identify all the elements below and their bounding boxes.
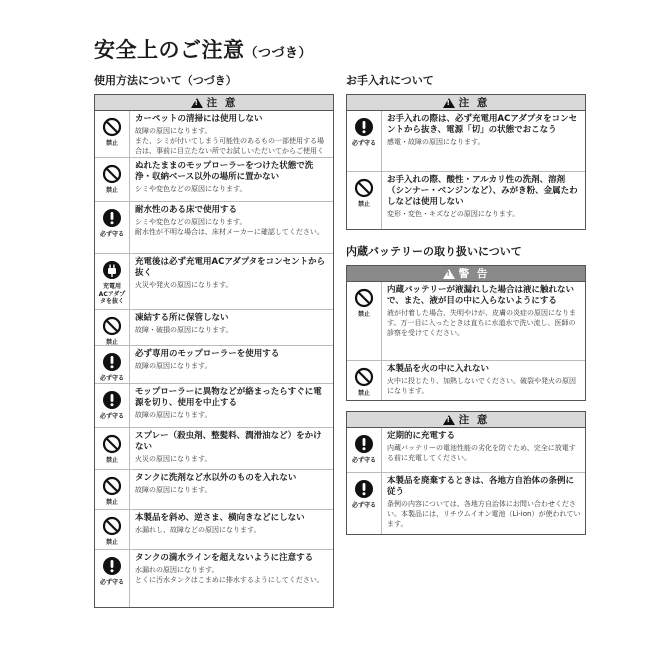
- notice-text-cell: [130, 470, 333, 509]
- notice-headline: お手入れの際は、必ず充電用ACアダプタをコンセントから抜き、電源「切」の状態でおこなう: [387, 114, 578, 135]
- notice-icon-label: 禁止: [105, 539, 118, 546]
- caution-rows: [95, 111, 333, 607]
- notice-row: [95, 549, 333, 607]
- prohibited-icon: [354, 178, 374, 198]
- prohibited-icon: [102, 164, 122, 184]
- notice-icon-label: 禁止: [357, 390, 370, 397]
- notice-headline: 凍結する所に保管しない: [135, 313, 229, 323]
- notice-body: 感電・故障の原因になります。: [387, 138, 485, 146]
- notice-icon-cell: [347, 282, 382, 360]
- notice-text-cell: [130, 550, 333, 607]
- notice-icon-cell: [95, 470, 130, 509]
- notice-text-cell: [130, 310, 333, 345]
- notice-icon-label: 禁止: [105, 140, 118, 147]
- notice-row: [347, 360, 585, 400]
- notice-icon-cell: [95, 346, 130, 383]
- warning-triangle-icon: [191, 98, 203, 108]
- notice-row: [347, 171, 585, 229]
- caution-box-battery: [346, 411, 586, 535]
- notice-text-cell: [382, 428, 585, 472]
- notice-text-cell: [130, 346, 333, 383]
- notice-headline: 耐水性のある床で使用する: [135, 205, 238, 215]
- left-column: [94, 74, 334, 608]
- notice-headline: 必ず専用のモップローラーを使用する: [135, 349, 280, 359]
- notice-row: [95, 427, 333, 469]
- notice-icon-label: 禁止: [105, 339, 118, 345]
- notice-body: 火災や発火の原因になります。: [135, 281, 233, 289]
- unplug-icon: [102, 260, 122, 280]
- notice-body: 内蔵バッテリーの電池性能の劣化を防ぐため、完全に放電する前に充電してください。: [387, 444, 576, 462]
- notice-body: 条例の内容については、各地方自治体にお問い合わせください。本製品には、リチウムイオン電池（Li-ion）が使われています。: [387, 500, 581, 528]
- section-title-usage: 使用方法について（つづき）: [94, 74, 237, 87]
- notice-row: [95, 509, 333, 549]
- notice-row: [347, 111, 585, 171]
- notice-headline: モップローラーに異物などが絡まったらすぐに電源を切り、使用を中止する: [135, 387, 322, 408]
- notice-row: [95, 253, 333, 309]
- notice-icon-cell: [347, 172, 382, 229]
- notice-text-cell: [130, 510, 333, 549]
- notice-text-cell: [382, 111, 585, 171]
- notice-icon-cell: [347, 428, 382, 472]
- warning-triangle-icon: [443, 98, 455, 108]
- prohibited-icon: [102, 476, 122, 496]
- notice-icon-cell: [95, 202, 130, 253]
- mandatory-icon: [102, 556, 122, 576]
- notice-row: [95, 469, 333, 509]
- notice-icon-label: 禁止: [357, 201, 370, 208]
- notice-row: [347, 472, 585, 534]
- notice-icon-label: 必ず守る: [351, 457, 376, 464]
- notice-text-cell: [382, 172, 585, 229]
- notice-row: [347, 428, 585, 472]
- prohibited-icon: [102, 117, 122, 137]
- notice-headline: お手入れの際、酸性・アルカリ性の洗剤、溶剤（シンナー・ベンジンなど）、みがき粉、金属たわしなどは使用しない: [387, 175, 578, 207]
- section-title-care: お手入れについて: [346, 74, 434, 87]
- mandatory-icon: [102, 208, 122, 228]
- notice-body: 故障の原因になります。: [135, 486, 212, 494]
- notice-headline: スプレー（殺虫剤、整髪料、潤滑油など）をかけない: [135, 431, 322, 452]
- prohibited-icon: [102, 434, 122, 454]
- warning-box-battery: [346, 265, 586, 401]
- notice-body: 液が付着した場合、失明やけが、皮膚の炎症の原因になります。万一目に入ったときは直ちに水道水で洗い流し、医師の診察を受けてください。: [387, 309, 576, 337]
- notice-icon-label: 必ず守る: [351, 502, 376, 509]
- notice-row: [95, 201, 333, 253]
- notice-icon-cell: [347, 361, 382, 400]
- notice-icon-label: 必ず守る: [99, 231, 124, 238]
- warning-header: [347, 266, 585, 282]
- notice-body: 変形・変色・キズなどの原因になります。: [387, 210, 520, 218]
- notice-headline: 本製品を廃棄するときは、各地方自治体の条例に従う: [387, 476, 575, 497]
- notice-body: 故障の原因になります。 また、シミが付いてしまう可能性のあるもの一部使用する場合は、事前に目立たない所でお試しいただいてからご使用く: [135, 127, 324, 155]
- notice-row: [95, 345, 333, 383]
- notice-icon-cell: [95, 111, 130, 157]
- notice-icon-label: 必ず守る: [351, 140, 376, 147]
- notice-icon-label: 禁止: [105, 499, 118, 506]
- notice-body: 故障の原因になります。: [135, 362, 212, 370]
- caution-header-label: 注 意: [458, 414, 490, 426]
- notice-text-cell: [382, 282, 585, 360]
- caution-header-label: 注 意: [206, 97, 238, 109]
- notice-text-cell: [130, 202, 333, 253]
- warning-triangle-icon: [443, 269, 455, 279]
- notice-text-cell: [130, 384, 333, 427]
- page-title: [94, 34, 312, 64]
- caution-header: [347, 412, 585, 428]
- notice-icon-label: 充電用 ACアダプ タを抜く: [98, 283, 126, 305]
- notice-headline: 定期的に充電する: [387, 431, 456, 441]
- notice-row: [95, 157, 333, 201]
- notice-icon-cell: [347, 473, 382, 534]
- notice-body: 故障の原因になります。: [135, 411, 212, 419]
- notice-icon-cell: [95, 158, 130, 201]
- notice-headline: 充電後は必ず充電用ACアダプタをコンセントから抜く: [135, 257, 326, 278]
- notice-text-cell: [130, 111, 333, 157]
- notice-icon-cell: [95, 510, 130, 549]
- notice-icon-label: 禁止: [105, 457, 118, 464]
- notice-icon-label: 必ず守る: [99, 579, 124, 586]
- caution-rows: [347, 111, 585, 229]
- notice-body: 火災の原因になります。: [135, 455, 212, 463]
- mandatory-icon: [102, 352, 122, 372]
- caution-header: [95, 95, 333, 111]
- notice-body: 故障・破損の原因になります。: [135, 326, 233, 334]
- notice-headline: 本製品を斜め、逆さま、横向きなどにしない: [135, 513, 305, 523]
- warning-rows: [347, 282, 585, 400]
- page-title-main: 安全上のご注意: [94, 38, 245, 62]
- notice-text-cell: [130, 428, 333, 469]
- notice-icon-label: 禁止: [105, 187, 118, 194]
- caution-header: [347, 95, 585, 111]
- notice-body: 水漏れし、故障などの原因になります。: [135, 526, 261, 534]
- notice-icon-label: 必ず守る: [99, 375, 124, 382]
- warning-header-label: 警 告: [458, 268, 490, 280]
- notice-icon-cell: [95, 254, 130, 309]
- caution-header-label: 注 意: [458, 97, 490, 109]
- notice-icon-label: 禁止: [357, 311, 370, 318]
- caution-box-care: [346, 94, 586, 230]
- notice-headline: 本製品を火の中に入れない: [387, 364, 490, 374]
- caution-rows: [347, 428, 585, 534]
- notice-icon-label: 必ず守る: [99, 413, 124, 420]
- notice-text-cell: [382, 473, 585, 534]
- notice-body: シミや変色などの原因になります。 耐水性が不明な場合は、床材メーカーに確認してください。: [135, 218, 324, 236]
- caution-box-usage: [94, 94, 334, 608]
- notice-text-cell: [130, 254, 333, 309]
- page-title-sub: （つづき）: [244, 46, 313, 61]
- mandatory-icon: [354, 117, 374, 137]
- notice-body: シミや変色などの原因になります。: [135, 185, 247, 193]
- mandatory-icon: [354, 434, 374, 454]
- notice-icon-cell: [95, 384, 130, 427]
- notice-headline: カーペットの清掃には使用しない: [135, 114, 263, 124]
- notice-headline: 内蔵バッテリーが液漏れした場合は液に触れないで、また、液が目の中に入らないようにする: [387, 285, 575, 306]
- notice-icon-cell: [347, 111, 382, 171]
- mandatory-icon: [102, 390, 122, 410]
- mandatory-icon: [354, 479, 374, 499]
- notice-body: 火中に投じたり、加熱しないでください。破裂や発火の原因になります。: [387, 377, 576, 395]
- prohibited-icon: [354, 367, 374, 387]
- notice-row: [95, 309, 333, 345]
- prohibited-icon: [102, 516, 122, 536]
- notice-row: [95, 383, 333, 427]
- notice-headline: ぬれたままのモップローラーをつけた状態で洗浄・収納ベース以外の場所に置かない: [135, 161, 314, 182]
- notice-body: 水漏れの原因になります。 とくに汚水タンクはこまめに排水するようにしてください。: [135, 566, 324, 584]
- prohibited-icon: [354, 288, 374, 308]
- warning-triangle-icon: [443, 415, 455, 425]
- notice-icon-cell: [95, 550, 130, 607]
- notice-headline: タンクに洗剤など水以外のものを入れない: [135, 473, 297, 483]
- notice-headline: タンクの満水ラインを超えないように注意する: [135, 553, 314, 563]
- right-column: [346, 74, 586, 535]
- prohibited-icon: [102, 316, 122, 336]
- notice-icon-cell: [95, 310, 130, 345]
- notice-text-cell: [382, 361, 585, 400]
- notice-text-cell: [130, 158, 333, 201]
- notice-row: [347, 282, 585, 360]
- notice-icon-cell: [95, 428, 130, 469]
- notice-row: [95, 111, 333, 157]
- section-title-battery: 内蔵バッテリーの取り扱いについて: [346, 245, 522, 258]
